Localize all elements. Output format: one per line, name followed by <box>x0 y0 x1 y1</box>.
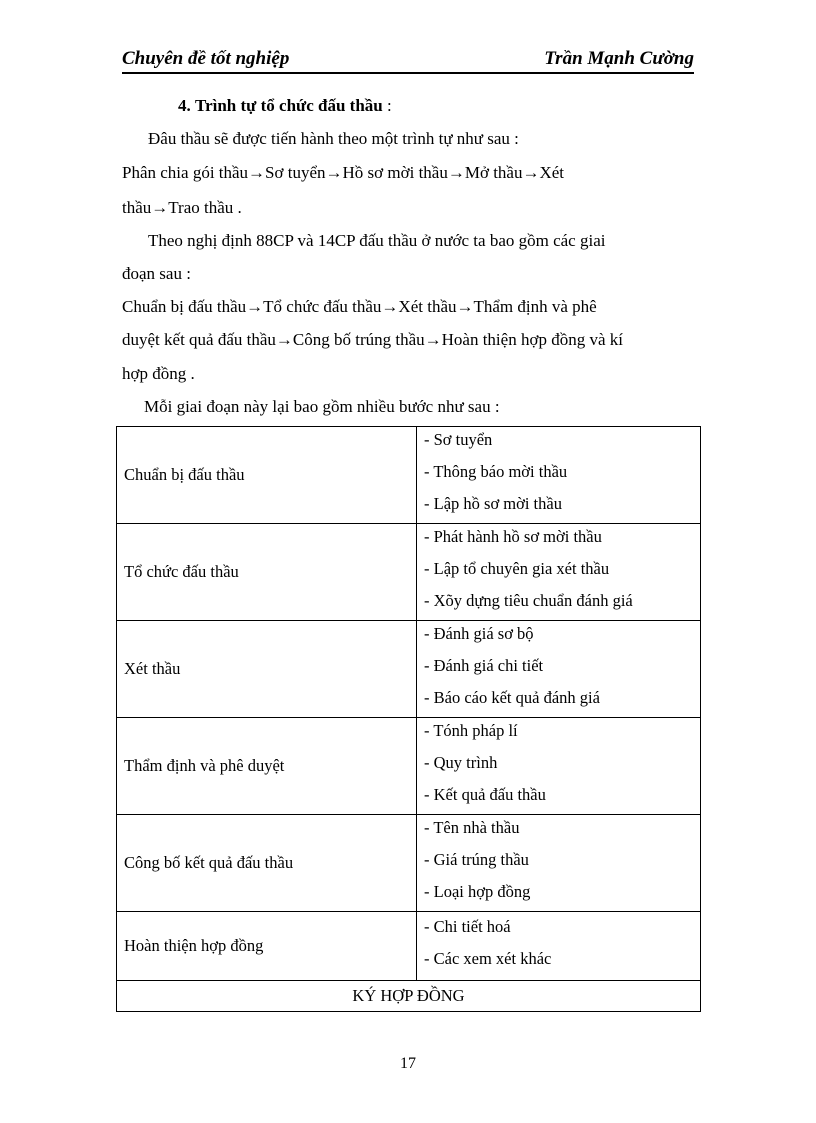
section-title: Trình tự tổ chức đấu thầu <box>195 96 383 115</box>
tasks-cell <box>417 524 701 621</box>
tasks-cell <box>417 912 701 981</box>
task-item: - Lập hồ sơ mời thầu <box>424 494 562 513</box>
task-item: - Báo cáo kết quả đánh giá <box>424 688 600 707</box>
section-colon: : <box>382 96 392 115</box>
task-item: - Loại hợp đồng <box>424 882 531 901</box>
table-row <box>117 427 701 524</box>
final-step-cell: KÝ HỢP ĐỒNG <box>117 981 701 1012</box>
task-item: - Tên nhà thầu <box>424 818 520 837</box>
table-row <box>117 524 701 621</box>
table-row <box>117 621 701 718</box>
task-item: - Kết quả đấu thầu <box>424 785 546 804</box>
stage-cell: Xét thầu <box>117 621 417 718</box>
table-final-row <box>117 981 701 1012</box>
page-number: 17 <box>400 1055 416 1072</box>
stage-cell: Chuẩn bị đấu thầu <box>117 427 417 524</box>
task-item: - Lập tổ chuyên gia xét thầu <box>424 559 610 578</box>
paragraph-line: duyệt kết quả đấu thầu→Công bố trúng thầu→Hoàn thiện hợp đồng và kí <box>122 330 623 349</box>
header-author: Trần Mạnh Cường <box>544 48 694 69</box>
paragraph-line: Mỗi giai đoạn này lại bao gồm nhiều bước như sau : <box>144 397 500 416</box>
task-item: - Xõy dựng tiêu chuẩn đánh giá <box>424 591 633 610</box>
paragraph-line: Chuẩn bị đấu thầu→Tổ chức đấu thầu→Xét thầu→Thẩm định và phê <box>122 297 597 316</box>
paragraph-line: đoạn sau : <box>122 264 191 283</box>
task-item: - Chi tiết hoá <box>424 917 511 936</box>
task-item: - Thông báo mời thầu <box>424 462 568 481</box>
stage-cell: Tổ chức đấu thầu <box>117 524 417 621</box>
task-item: - Giá trúng thầu <box>424 850 529 869</box>
task-item: - Quy trình <box>424 753 498 772</box>
task-item: - Sơ tuyển <box>424 430 493 449</box>
table-row <box>117 718 701 815</box>
section-heading <box>178 96 392 116</box>
stage-cell: Hoàn thiện hợp đồng <box>117 912 417 981</box>
header-left-title: Chuyên đề tốt nghiệp <box>122 48 290 69</box>
table-row <box>117 815 701 912</box>
table-row <box>117 912 701 981</box>
page-header <box>122 46 694 74</box>
task-item: - Phát hành hồ sơ mời thầu <box>424 527 602 546</box>
task-item: - Các xem xét khác <box>424 949 552 968</box>
paragraph-line: Đâu thầu sẽ được tiến hành theo một trình tự như sau : <box>148 129 519 148</box>
tasks-cell <box>417 621 701 718</box>
paragraph-line: hợp đồng . <box>122 364 195 383</box>
task-item: - Đánh giá chi tiết <box>424 656 544 675</box>
tasks-cell <box>417 427 701 524</box>
tasks-cell <box>417 815 701 912</box>
section-number: 4. <box>178 96 191 115</box>
paragraph-line: Phân chia gói thầu→Sơ tuyển→Hồ sơ mời thầu→Mở thầu→Xét <box>122 163 565 182</box>
task-item: - Tónh pháp lí <box>424 721 518 740</box>
stage-cell: Công bố kết quả đấu thầu <box>117 815 417 912</box>
stage-cell: Thẩm định và phê duyệt <box>117 718 417 815</box>
tasks-cell <box>417 718 701 815</box>
paragraph-line: thầu→Trao thầu . <box>122 198 242 217</box>
task-item: - Đánh giá sơ bộ <box>424 624 534 643</box>
paragraph-line: Theo nghị định 88CP và 14CP đấu thầu ở nước ta bao gồm các giai <box>148 231 606 250</box>
bidding-stages-table <box>116 426 701 1012</box>
